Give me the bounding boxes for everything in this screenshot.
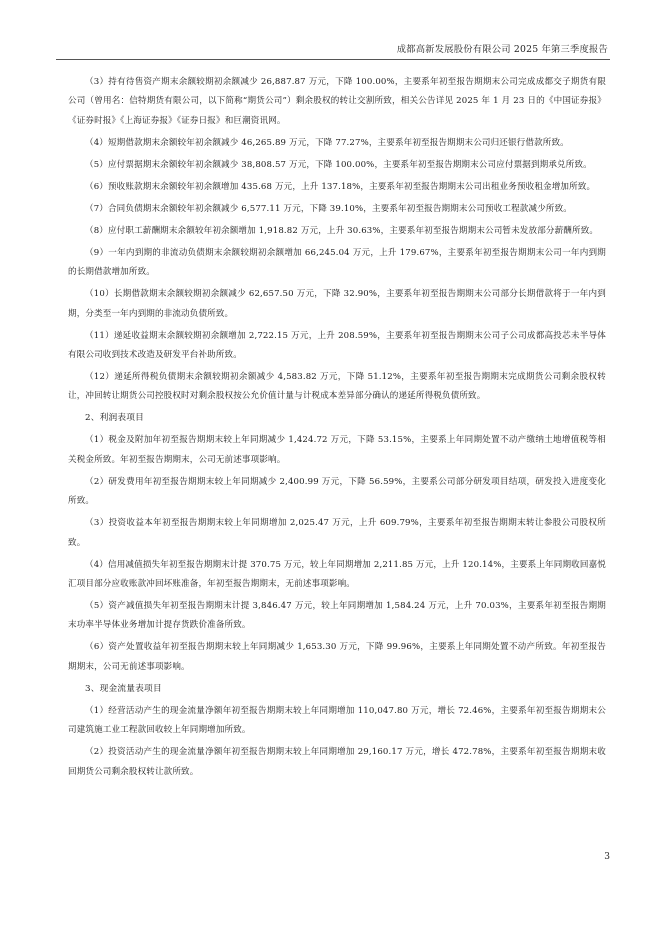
paragraph-short-term-borrowings: （4）短期借款期末余额较年初余额减少 46,265.89 万元，下降 77.27%，主要系年初至报告期期末公司归还银行借款所致。 (85, 137, 569, 148)
page-header-title: 成都高新发展股份有限公司 2025 年第三季度报告 (396, 44, 608, 55)
paragraph-operating-cash-flow: （1）经营活动产生的现金流量净额年初至报告期期末较上年同期增加 110,047.80 万元，增长 72.46%，主要系年初至报告期期末公司建筑施工业工程款回收较上年同期增加所致。 (68, 705, 606, 736)
page-body (68, 73, 606, 785)
paragraph-current-portion-noncurrent-liabilities: （9）一年内到期的非流动负债期末余额较期初余额增加 66,245.04 万元，上升 179.67%，主要系年初至报告期期末公司一年内到期的长期借款增加所致。 (68, 247, 606, 278)
section-heading-income-statement: 2、利润表项目 (85, 413, 145, 424)
paragraph-deferred-income: （11）递延收益期末余额较期初余额增加 2,722.15 万元，上升 208.59%，主要系年初至报告期期末公司子公司成都高投芯未半导体有限公司收到技术改造及研发平台补助所致。 (68, 330, 606, 361)
paragraph-employee-compensation-payable: （8）应付职工薪酬期末余额较年初余额增加 1,918.82 万元，上升 30.63%，主要系年初至报告期期末公司暂未发放部分薪酬所致。 (85, 225, 599, 236)
paragraph-long-term-borrowings: （10）长期借款期末余额较期初余额减少 62,657.50 万元，下降 32.90%，主要系年初至报告期期末公司部分长期借款将于一年内到期，分类至一年内到期的非流动负债所致。 (68, 289, 606, 319)
header-divider (56, 59, 610, 60)
paragraph-notes-payable: （5）应付票据期末余额较年初余额减少 38,808.57 万元，下降 100.00%，主要系年初至报告期期末公司应付票据到期承兑所致。 (85, 159, 592, 170)
paragraph-investing-cash-flow: （2）投资活动产生的现金流量净额年初至报告期期末较上年同期增加 29,160.17 万元，增长 472.78%，主要系年初至报告期期末收回期货公司剩余股权转让款所致。 (68, 747, 606, 777)
section-heading-cash-flow-statement: 3、现金流量表项目 (85, 683, 162, 694)
paragraph-taxes-and-surcharges: （1）税金及附加年初至报告期期末较上年同期减少 1,424.72 万元，下降 53.15%，主要系上年同期处置不动产缴纳土地增值税等相关税金所致。年初至报告期期末，公司无前述事项影响。 (68, 435, 606, 465)
paragraph-asset-impairment-loss: （5）资产减值损失年初至报告期期末计提 3,846.47 万元，较上年同期增加 1,584.24 万元，上升 70.03%，主要系年初至报告期期末功率半导体业务增加计提存货跌价准备所致。 (68, 601, 606, 631)
paragraph-rd-expenses: （2）研发费用年初至报告期期末较上年同期减少 2,400.99 万元，下降 56.59%，主要系公司部分研发项目结项，研发投入进度变化所致。 (68, 476, 606, 507)
paragraph-investment-income: （3）投资收益本年初至报告期期末较上年同期增加 2,025.47 万元，上升 609.79%，主要系年初至报告期期末转让参股公司股权所致。 (68, 518, 606, 548)
paragraph-asset-disposal-income: （6）资产处置收益年初至报告期期末较上年同期减少 1,653.30 万元，下降 99.96%，主要系上年同期处置不动产所致。年初至报告期期末，公司无前述事项影响。 (68, 642, 606, 672)
paragraph-credit-impairment-loss: （4）信用减值损失年初至报告期期末计提 370.75 万元，较上年同期增加 2,211.85 万元，上升 120.14%，主要系上年同期收回嘉悦汇项目部分应收账款冲回坏账准备，年初至报告期期末，无前述事项影响。 (68, 559, 606, 590)
paragraph-deferred-tax-liabilities: （12）递延所得税负债期末余额较期初余额减少 4,583.82 万元，下降 51.12%，主要系年初至报告期期末完成期货公司剩余股权转让，冲回转让期货公司控股权时对剩余股权按公允价值计量与计税成本差异部分确认的递延所得税负债所致。 (68, 372, 606, 402)
paragraph-contract-liabilities: （7）合同负债期末余额较年初余额减少 6,577.11 万元，下降 39.10%，主要系年初至报告期期末公司预收工程款减少所致。 (85, 203, 572, 214)
paragraph-advance-receipts: （6）预收账款期末余额较年初余额增加 435.68 万元，上升 137.18%，主要系年初至报告期期末公司出租业务预收租金增加所致。 (85, 181, 596, 192)
paragraph-held-for-sale-assets: （3）持有待售资产期末余额较期初余额减少 26,887.87 万元，下降 100.00%，主要系年初至报告期期末公司完成成都交子期货有限公司（曾用名：信特期货有限公司，以下简称“期货公司”）剩余股权的转让交割所致，相关公告详见 2025 年 1 月 23 日的《中国证券报》《证券时报》《上海证券报》《证券日报》和巨潮资讯网。 (68, 77, 606, 126)
page-number: 3 (604, 852, 610, 862)
